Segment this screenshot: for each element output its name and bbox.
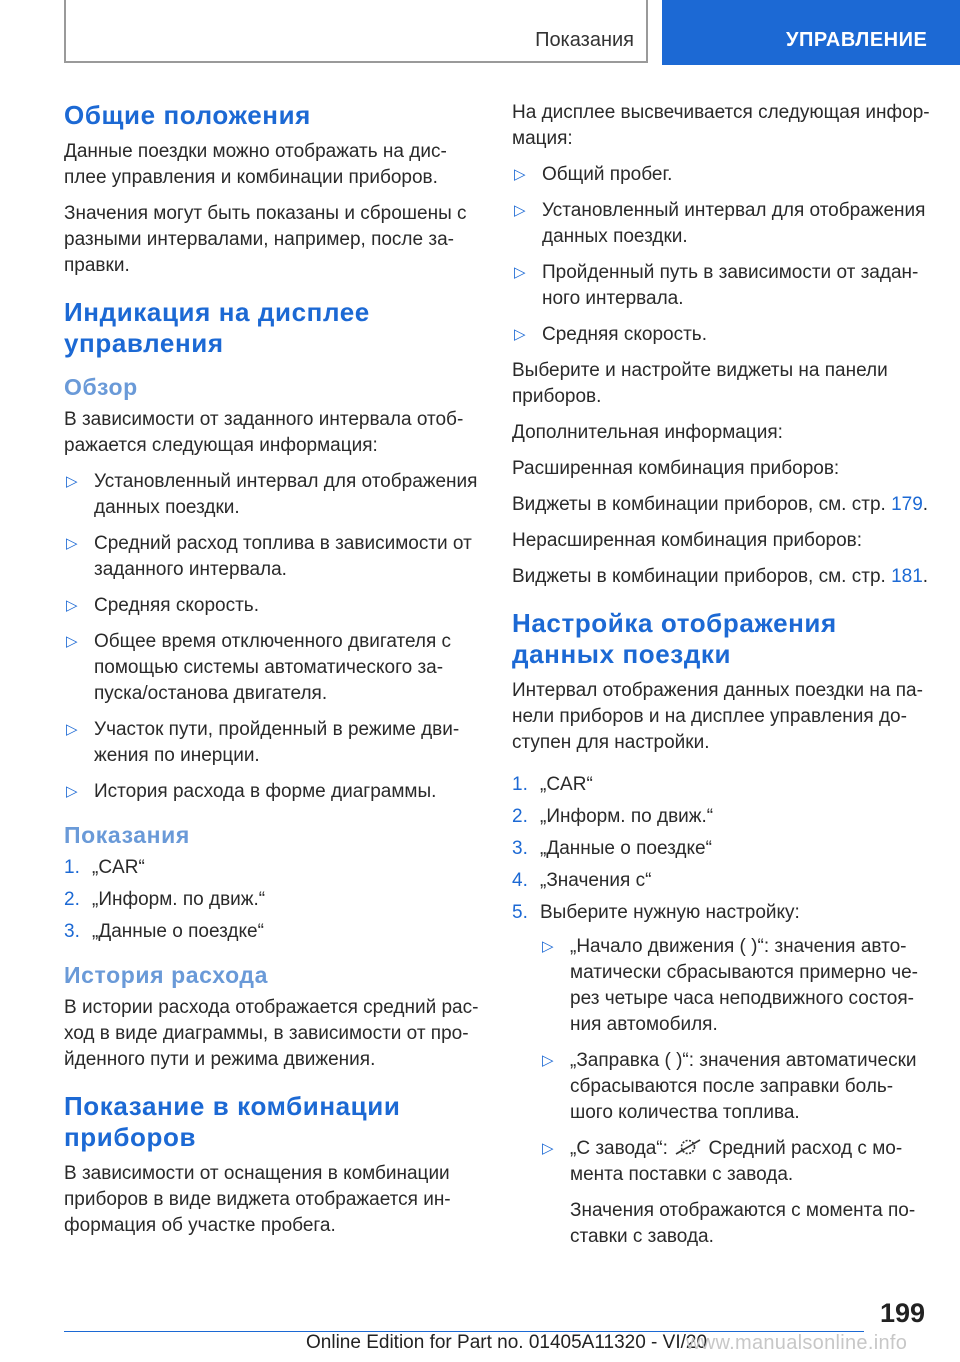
triangle-right-icon: ▷ <box>514 202 526 219</box>
list-item: ▷ Общий пробег. <box>512 162 932 188</box>
triangle-right-icon: ▷ <box>514 326 526 343</box>
step-item: 5. Выберите нужную настройку: ▷ „Начало движения ( )“: значения авто-матически сбрасываются примерно че-рез четыре часа неподвижного состоя-ния автомобиля. ▷ „Заправка ( )“: значения автоматически сбрасываются после заправки боль-шого количества топлива. ▷ „С завода“: Средний расход с мо-мента поставки с завода. Значения отображаются с момента по-ставки с завода. <box>512 900 932 1250</box>
header-section-box <box>64 0 648 63</box>
triangle-right-icon: ▷ <box>542 938 554 955</box>
text-setup: Интервал отображения данных поездки на па-нели приборов и на дисплее управления до-ступен для настройки. <box>512 680 923 753</box>
list-item: ▷ Средний расход топлива в зависимости от заданного интервала. <box>66 533 472 580</box>
text-nonextended: Нерасширенная комбинация приборов: <box>512 530 863 551</box>
text-general-1: Данные поездки можно отображать на дис-плее управления и комбинации приборов. <box>64 141 447 188</box>
list-item: ▷ Установленный интервал для отображения данных поездки. <box>66 471 478 518</box>
heading-cluster: Показание в комбинации приборов <box>64 1091 401 1152</box>
crossed-fuel-icon <box>673 1138 703 1156</box>
list-item: ▷ Участок пути, пройденный в режиме дви-жения по инерции. <box>66 719 460 766</box>
heading-setup: Настройка отображения данных поездки <box>512 608 837 669</box>
page-link-181[interactable]: 181 <box>891 566 923 587</box>
step-item: 1. „CAR“ <box>64 857 145 878</box>
text-ref-2: Виджеты в комбинации приборов, см. стр. 181. <box>512 566 929 587</box>
text-intro: На дисплее высвечивается следующая инфор-мация: <box>512 102 930 149</box>
triangle-right-icon: ▷ <box>66 721 78 738</box>
triangle-right-icon: ▷ <box>66 783 78 800</box>
list-item: ▷ Общее время отключенного двигателя с помощью системы автоматического за-пуска/останова двигателя. <box>66 631 452 704</box>
step-item: 4. „Значения с“ <box>512 870 652 891</box>
list-item: ▷ Пройденный путь в зависимости от задан-ного интервала. <box>514 262 919 309</box>
overview-list <box>64 469 484 805</box>
triangle-right-icon: ▷ <box>66 535 78 552</box>
list-item: ▷ „Заправка ( )“: значения автоматически сбрасываются после заправки боль-шого количества топлива. <box>542 1050 917 1123</box>
heading-history: История расхода <box>64 962 269 988</box>
page-number: 199 <box>880 1298 926 1328</box>
text-general-2: Значения могут быть показаны и сброшены с разными интервалами, например, после за-правки. <box>64 203 467 276</box>
triangle-right-icon: ▷ <box>514 264 526 281</box>
step-item: 2. „Информ. по движ.“ <box>512 806 714 827</box>
step-item: 3. „Данные о поездке“ <box>64 921 264 942</box>
list-item: ▷ Средняя скорость. <box>512 322 932 348</box>
text-ref-1: Виджеты в комбинации приборов, см. стр. 179. <box>512 494 929 515</box>
text-history: В истории расхода отображается средний рас-ход в виде диаграммы, в зависимости от про-йденного пути и режима движения. <box>64 997 479 1070</box>
setup-steps <box>512 772 932 1250</box>
triangle-right-icon: ▷ <box>66 597 78 614</box>
text-overview: В зависимости от заданного интервала отоб-ражается следующая информация: <box>64 409 464 456</box>
triangle-right-icon: ▷ <box>66 633 78 650</box>
text-sub-3-cont: Значения отображаются с момента по-ставки с завода. <box>570 1200 916 1247</box>
text-additional: Дополнительная информация: <box>512 422 783 443</box>
text-extended: Расширенная комбинация приборов: <box>512 458 840 479</box>
right-column <box>512 100 932 1260</box>
list-item: ▷ Установленный интервал для отображения данных поездки. <box>514 200 926 247</box>
text-cluster: В зависимости от оснащения в комбинации приборов в виде виджета отображается ин-формация об участке пробега. <box>64 1163 451 1236</box>
list-item: ▷ История расхода в форме диаграммы. <box>64 779 484 805</box>
step-item: 1. „CAR“ <box>512 774 593 795</box>
readings-steps <box>64 855 484 945</box>
heading-overview: Обзор <box>64 374 138 400</box>
triangle-right-icon: ▷ <box>66 473 78 490</box>
header-chapter-tab <box>662 0 960 65</box>
left-column <box>64 100 484 1249</box>
list-item: ▷ „С завода“: Средний расход с мо-мента поставки с завода. <box>542 1138 903 1185</box>
step-item: 3. „Данные о поездке“ <box>512 838 712 859</box>
heading-general: Общие положения <box>64 100 311 130</box>
page-link-179[interactable]: 179 <box>891 494 923 515</box>
heading-display: Индикация на дисплее управления <box>64 297 370 358</box>
list-item: ▷ Средняя скорость. <box>64 593 484 619</box>
list-item: ▷ „Начало движения ( )“: значения авто-матически сбрасываются примерно че-рез четыре часа неподвижного состоя-ния автомобиля. <box>542 936 919 1035</box>
triangle-right-icon: ▷ <box>542 1140 554 1157</box>
heading-readings: Показания <box>64 822 190 848</box>
watermark: www.manualsonline.info <box>686 1332 908 1354</box>
step-item: 2. „Информ. по движ.“ <box>64 889 266 910</box>
setup-options-list <box>540 934 932 1188</box>
text-widgets: Выберите и настройте виджеты на панели приборов. <box>512 360 888 407</box>
footer-edition: Online Edition for Part no. 01405A11320 - VI/20 <box>306 1332 708 1353</box>
triangle-right-icon: ▷ <box>542 1052 554 1069</box>
header-section-title: Показания <box>535 29 634 51</box>
header-chapter-title: УПРАВЛЕНИЕ <box>786 29 928 51</box>
intro-list <box>512 162 932 348</box>
triangle-right-icon: ▷ <box>514 166 526 183</box>
